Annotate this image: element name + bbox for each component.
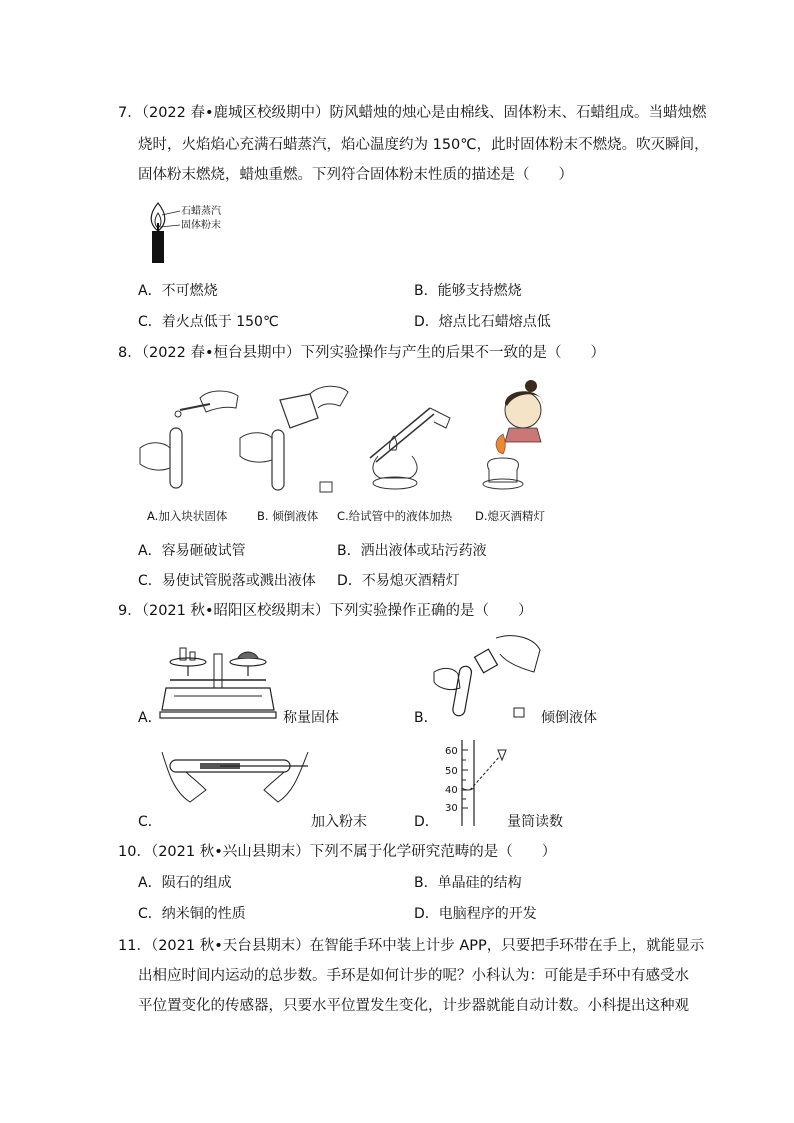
q9-cylinder-tick-40: 40 <box>445 785 458 796</box>
q7-option-c: C．着火点低于 150℃ <box>138 314 279 330</box>
q9-option-a-letter: A． <box>138 710 162 726</box>
q7-figure-label-vapor: 石蜡蒸汽 <box>181 206 221 217</box>
q8-figure-d-blow-lamp <box>475 378 565 498</box>
q9-option-d-letter: D． <box>414 814 439 830</box>
q9-cylinder-tick-50: 50 <box>445 766 458 777</box>
q9-option-b-letter: B． <box>414 710 438 726</box>
q10-option-c: C．纳米铜的性质 <box>138 906 246 922</box>
q9-option-c-letter: C． <box>138 814 162 830</box>
q9-figure-c-powder <box>160 742 310 810</box>
q11-text-line-3: 平位置变化的传感器，只要水平位置发生变化，计步器就能自动计数。小科提出这种观 <box>138 998 689 1014</box>
q9-cylinder-tick-30: 30 <box>445 803 458 814</box>
q9-option-a-desc: 称量固体 <box>283 710 339 726</box>
q8-caption-d: D.熄灭酒精灯 <box>475 509 546 523</box>
q9-option-b-desc: 倾倒液体 <box>541 710 597 726</box>
q7-option-b: B．能够支持燃烧 <box>414 283 522 299</box>
q10-text-line-1: 10．（2021 秋•兴山县期末）下列不属于化学研究范畴的是（ ） <box>118 844 557 860</box>
q8-option-b: B．洒出液体或玷污药液 <box>337 543 487 559</box>
q7-option-d: D．熔点比石蜡熔点低 <box>414 314 551 330</box>
q8-option-c: C．易使试管脱落或溅出液体 <box>138 573 316 589</box>
q7-text-line-3: 固体粉末燃烧，蜡烛重燃。下列符合固体粉末性质的描述是（ ） <box>138 167 573 183</box>
q7-text-line-1: 7．（2022 春•鹿城区校级期中）防风蜡烛的烛心是由棉线、固体粉末、石蜡组成。当蜡烛燃 <box>118 105 707 121</box>
q11-text-line-2: 出相应时间内运动的总步数。手环是如何计步的呢？小科认为：可能是手环中有感受水 <box>138 968 689 984</box>
q8-option-d: D．不易熄灭酒精灯 <box>337 573 460 589</box>
q9-text-line-1: 9．（2021 秋•昭阳区校级期末）下列实验操作正确的是（ ） <box>118 603 533 619</box>
q9-option-c-desc: 加入粉末 <box>311 814 367 830</box>
q9-cylinder-tick-60: 60 <box>445 746 458 757</box>
q8-caption-a: A.加入块状固体 <box>147 509 228 523</box>
q10-option-a: A．陨石的组成 <box>138 875 232 891</box>
q11-text-line-1: 11．（2021 秋•天台县期末）在智能手环中装上计步 APP，只要把手环带在手上，就能显示 <box>118 938 705 954</box>
q9-figure-b-pour <box>434 632 544 722</box>
q7-figure-label-powder: 固体粉末 <box>181 220 221 231</box>
q7-text-line-2: 烧时，火焰焰心充满石蜡蒸汽，焰心温度约为 150℃，此时固体粉末不燃烧。吹灭瞬间， <box>138 137 709 153</box>
q8-figure-a-add-solid <box>140 378 240 498</box>
q8-text-line-1: 8．（2022 春•桓台县期中）下列实验操作与产生的后果不一致的是（ ） <box>118 345 606 361</box>
q10-option-d: D．电脑程序的开发 <box>414 906 537 922</box>
q9-figure-a-balance <box>160 640 280 722</box>
q8-caption-c: C.给试管中的液体加热 <box>337 509 453 523</box>
q8-caption-b: B. 倾倒液体 <box>257 509 319 523</box>
q8-figure-c-heat-liquid <box>350 378 460 498</box>
q10-option-b: B．单晶硅的结构 <box>414 875 522 891</box>
q8-figure-b-pour-liquid <box>240 378 350 498</box>
q9-option-d-desc: 量筒读数 <box>507 814 563 830</box>
q8-option-a: A．容易砸破试管 <box>138 543 246 559</box>
q7-option-a: A．不可燃烧 <box>138 283 218 299</box>
